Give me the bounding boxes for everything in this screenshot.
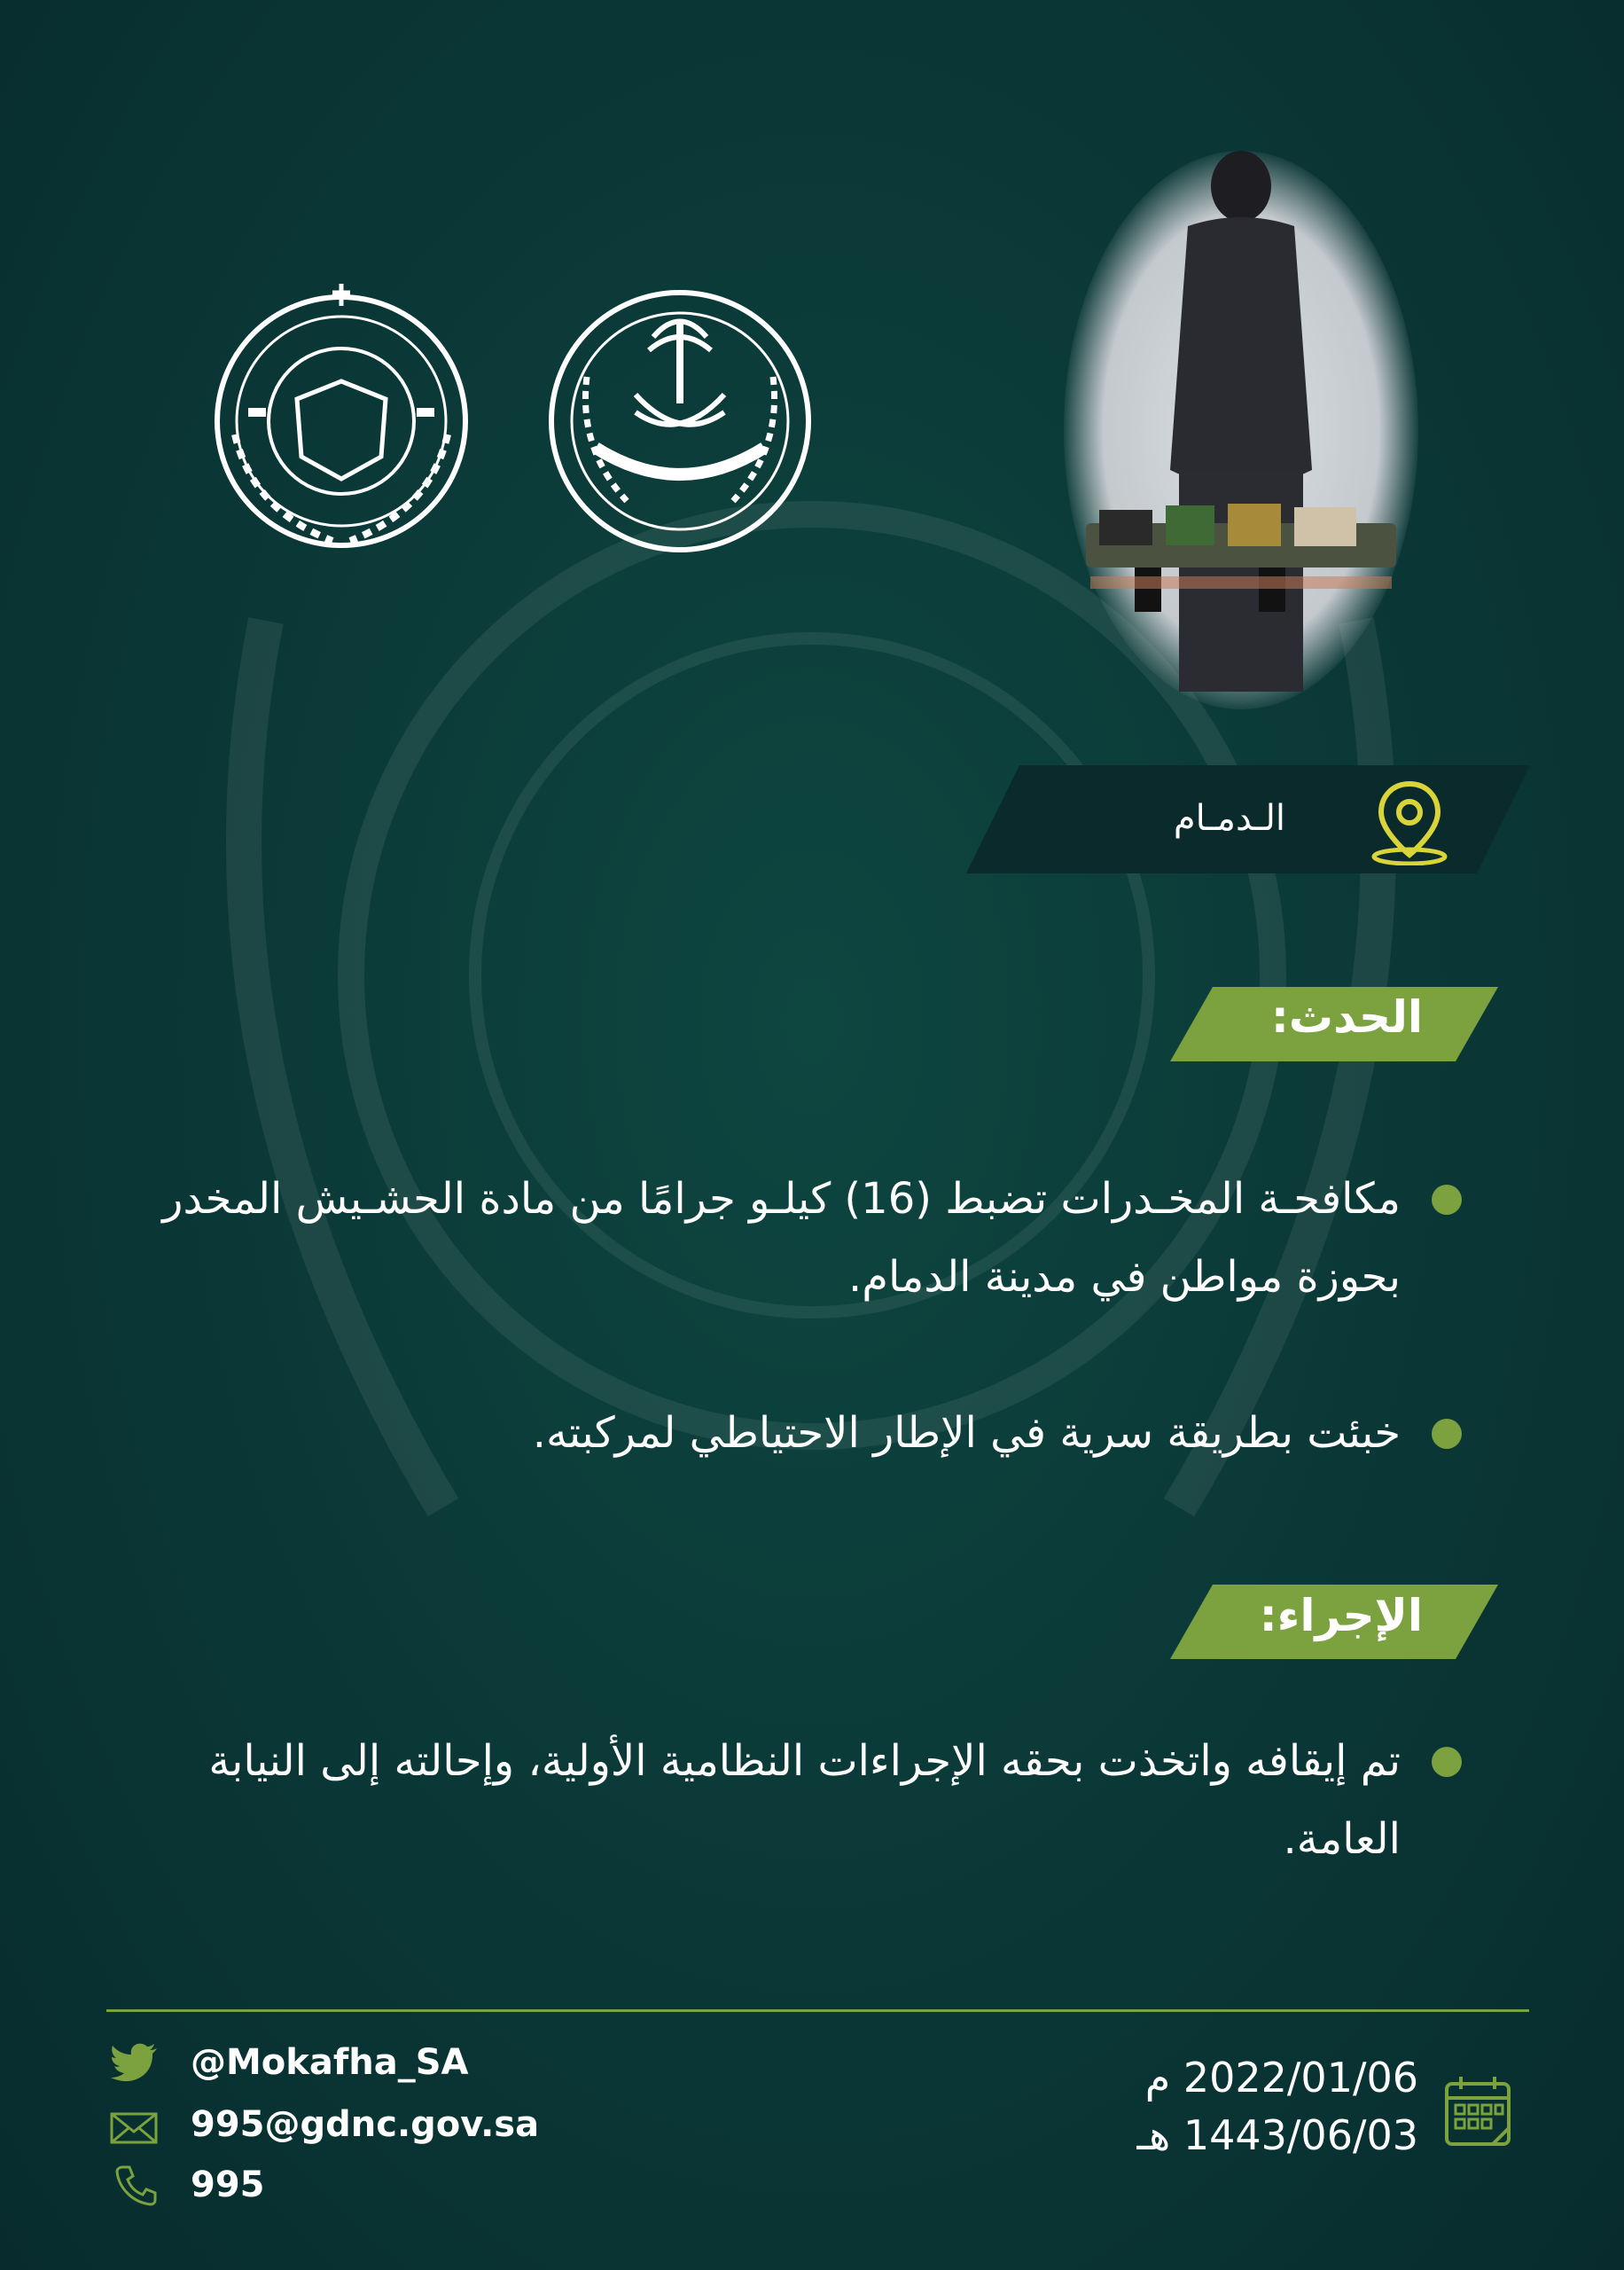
phone-icon[interactable] bbox=[112, 2164, 161, 2206]
phone-number[interactable]: 995 bbox=[191, 2164, 265, 2205]
action-bullet-1: تم إيقافه واتخذت بحقه الإجراءات النظامية الأولية، وإحالته إلى النيابة العامة. bbox=[208, 1736, 1401, 1864]
bullet-dot bbox=[1432, 1747, 1462, 1777]
gregorian-date: 2022/01/06 م bbox=[1144, 2054, 1418, 2102]
event-bullet-1: مكافحـة المخـدرات تضبط (16) كيلـو جرامًا من مادة الحشـيش المخدر بحوزة مواطن في مدينة الدمام. bbox=[162, 1174, 1401, 1302]
event-bullet-2: خبئت بطريقة سرية في الإطار الاحتياطي لمركبته. bbox=[532, 1408, 1401, 1458]
hijri-date: 1443/06/03 هـ bbox=[1136, 2111, 1418, 2159]
gdnc-emblem-logo bbox=[199, 279, 483, 554]
twitter-handle[interactable]: @Mokafha_SA bbox=[191, 2042, 469, 2083]
calendar-icon bbox=[1443, 2075, 1512, 2148]
mail-icon[interactable] bbox=[109, 2107, 159, 2149]
location-label: الـدمـام bbox=[1173, 798, 1285, 839]
bullet-dot bbox=[1432, 1419, 1462, 1449]
location-pin-icon bbox=[1365, 777, 1454, 865]
ministry-of-interior-logo bbox=[543, 288, 817, 554]
bullet-dot bbox=[1432, 1185, 1462, 1215]
footer-divider bbox=[106, 2009, 1529, 2012]
action-section-label: الإجراء: bbox=[1259, 1590, 1423, 1641]
email-address[interactable]: 995@gdnc.gov.sa bbox=[191, 2104, 540, 2145]
arrest-photo bbox=[1064, 151, 1418, 709]
event-section-label: الحدث: bbox=[1270, 991, 1423, 1043]
twitter-icon[interactable] bbox=[111, 2041, 160, 2084]
